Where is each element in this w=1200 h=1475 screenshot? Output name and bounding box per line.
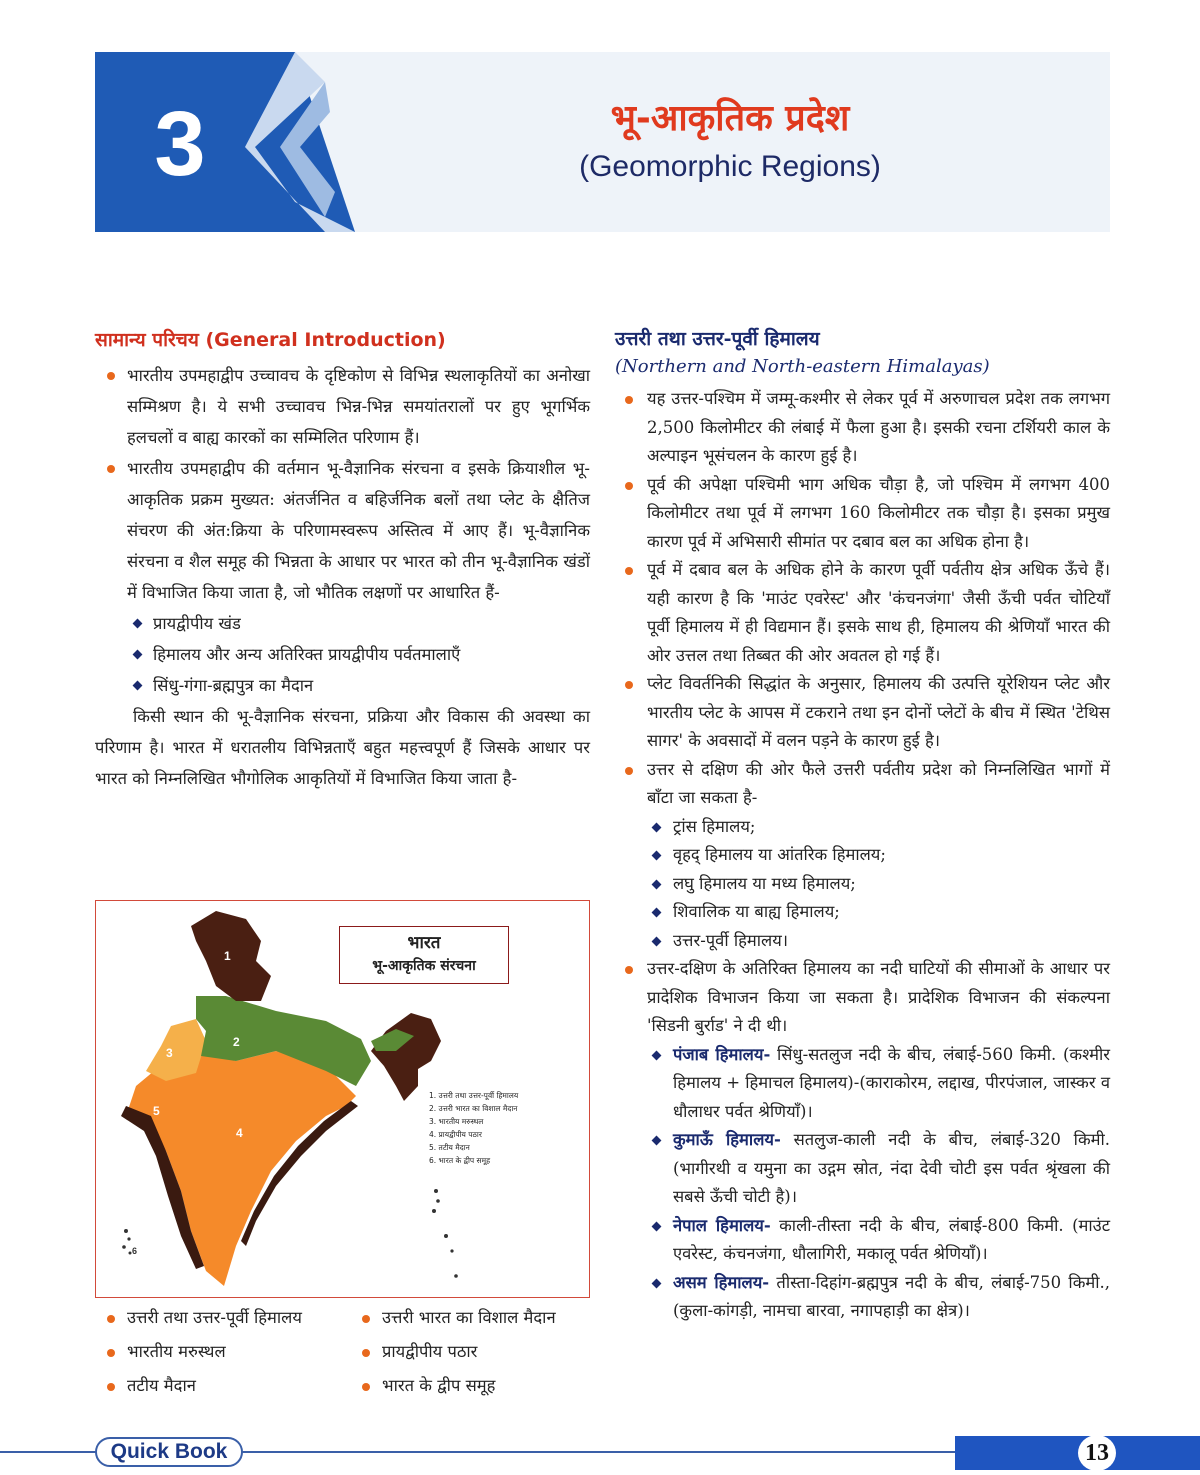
section-heading-himalaya: उत्तरी तथा उत्तर-पूर्वी हिमालय xyxy=(615,328,820,350)
chapter-title-hindi: भू-आकृतिक प्रदेश xyxy=(610,98,850,139)
division-item: हिमालय और अन्य अतिरिक्त प्रायद्वीपीय पर्वतमालाएँ xyxy=(95,639,590,670)
caption-item: तटीय मैदान xyxy=(95,1373,350,1399)
himalaya-division: लघु हिमालय या मध्य हिमालय; xyxy=(615,870,1110,899)
region-name: पंजाब हिमालय- xyxy=(673,1044,771,1064)
legend-item: 5. तटीय मैदान xyxy=(429,1143,470,1152)
chapter-title-english: (Geomorphic Regions) xyxy=(579,150,881,183)
legend-item: 3. भारतीय मरुस्थल xyxy=(429,1117,484,1126)
region-name: कुमाऊँ हिमालय- xyxy=(673,1130,781,1149)
right-column xyxy=(615,325,1110,1326)
caption-item: भारत के द्वीप समूह xyxy=(350,1373,595,1399)
caption-item: उत्तरी भारत का विशाल मैदान xyxy=(350,1305,595,1331)
chapter-number: 3 xyxy=(154,93,206,195)
map-label: 4 xyxy=(236,1126,243,1140)
page-number: 13 xyxy=(1078,1435,1116,1471)
caption-item: भारतीय मरुस्थल xyxy=(95,1339,350,1365)
division-item: प्रायद्वीपीय खंड xyxy=(95,608,590,639)
legend-item: 6. भारत के द्वीप समूह xyxy=(429,1156,491,1165)
region-name: नेपाल हिमालय- xyxy=(673,1215,771,1235)
regional-division xyxy=(615,1212,1110,1269)
northeast-region xyxy=(371,1013,441,1101)
himalaya-bullet: पूर्व की अपेक्षा पश्चिमी भाग अधिक चौड़ा है, जो पश्चिम में लगभग 400 किलोमीटर तथा पूर्व में लगभग 160 किलोमीटर तक चौड़ा है। इसका प्रमुख कारण पूर्व में अभिसारी सीमांत पर दबाव बल का अधिक होना है। xyxy=(615,471,1110,557)
map-subtitle: भू-आकृतिक संरचना xyxy=(372,958,476,974)
region-name: असम हिमालय- xyxy=(673,1272,770,1292)
himalaya-bullet: पूर्व में दबाव बल के अधिक होने के कारण पूर्वी पर्वतीय क्षेत्र अधिक ऊँचे हैं। यही कारण है कि 'माउंट एवरेस्ट' और 'कंचनजंगा' जैसी ऊँची पर्वत चोटियाँ पूर्वी हिमालय में ही विद्यमान हैं। इसके साथ ही, हिमालय की श्रेणियाँ भारत की ओर उत्तल तथा तिब्बत की ओर अवतल हो गई हैं। xyxy=(615,556,1110,670)
region-text: सतलुज-काली नदी के बीच, लंबाई-320 किमी. (भागीरथी व यमुना का उद्गम स्रोत, नंदा देवी चोटी इस पर्वत श्रृंखला की सबसे ऊँची चोटी है)। xyxy=(673,1130,1110,1206)
legend-item: 1. उत्तरी तथा उत्तर-पूर्वी हिमालय xyxy=(429,1091,519,1100)
map-legend xyxy=(429,1089,579,1167)
intro-paragraph: किसी स्थान की भू-वैज्ञानिक संरचना, प्रक्रिया और विकास की अवस्था का परिणाम है। भारत में धरातलीय विभिन्नताएँ बहुत महत्त्वपूर्ण हैं जिसके आधार पर भारत को निम्नलिखित भौगोलिक आकृतियों में विभाजित किया जाता है- xyxy=(95,707,590,788)
caption-item: उत्तरी तथा उत्तर-पूर्वी हिमालय xyxy=(95,1305,350,1331)
map-label: 5 xyxy=(153,1104,160,1118)
himalaya-bullet: यह उत्तर-पश्चिम में जम्मू-कश्मीर से लेकर पूर्व में अरुणाचल प्रदेश तक लगभग 2,500 किलोमीटर की लंबाई में फैला हुआ है। इसकी रचना टर्शियरी काल के अल्पाइन भूसंचलन के कारण हुई है। xyxy=(615,385,1110,471)
map-label: 6 xyxy=(132,1246,138,1256)
regional-division xyxy=(615,1269,1110,1326)
legend-item: 4. प्रायद्वीपीय पठार xyxy=(429,1130,482,1139)
intro-bullet: भारतीय उपमहाद्वीप की वर्तमान भू-वैज्ञानिक संरचना व इसके क्रियाशील भू-आकृतिक प्रक्रम मुख्यत: अंतर्जनित व बहिर्जनिक बलों तथा प्लेट के क्षैतिज संचरण की अंत:क्रिया के परिणामस्वरूप अस्तित्व में आए हैं। भू-वैज्ञानिक संरचना व शैल समूह की भिन्नता के आधार पर भारत को तीन भू-वैज्ञानिक खंडों में विभाजित किया जाता है, जो भौतिक लक्षणों पर आधारित हैं- xyxy=(95,453,590,608)
map-label: 1 xyxy=(224,949,231,963)
himalaya-division: उत्तर-पूर्वी हिमालय। xyxy=(615,927,1110,956)
section-heading-himalaya-english: (Northern and North-eastern Himalayas) xyxy=(615,356,990,377)
footer-brand: Quick Book xyxy=(95,1437,243,1467)
himalaya-division: शिवालिक या बाह्य हिमालय; xyxy=(615,898,1110,927)
region-text: सिंधु-सतलुज नदी के बीच, लंबाई-560 किमी. (कश्मीर हिमालय + हिमाचल हिमालय)-(काराकोरम, लद्दाख, पीरपंजाल, जास्कर व धौलाधर पर्वत श्रेणियाँ)। xyxy=(673,1044,1110,1121)
left-column xyxy=(95,325,590,794)
region-text: तीस्ता-दिहांग-ब्रह्मपुत्र नदी के बीच, लंबाई-750 किमी., (कुला-कांगड़ी, नामचा बारवा, नगापहाड़ी का क्षेत्र)। xyxy=(673,1272,1110,1320)
intro-bullet: भारतीय उपमहाद्वीप उच्चावच के दृष्टिकोण से विभिन्न स्थलाकृतियों का अनोखा सम्मिश्रण है। ये सभी उच्चावच भिन्न-भिन्न समयांतरालों पर हुए भूगर्भिक हलचलों व बाह्य कारकों का सम्मिलित परिणाम हैं। xyxy=(95,360,590,453)
india-geomorphic-map xyxy=(95,900,590,1298)
map-label: 2 xyxy=(233,1035,240,1049)
regional-division xyxy=(615,1041,1110,1127)
legend-item: 2. उत्तरी भारत का विशाल मैदान xyxy=(429,1104,518,1113)
caption-item: प्रायद्वीपीय पठार xyxy=(350,1339,595,1365)
himalaya-bullet: उत्तर-दक्षिण के अतिरिक्त हिमालय का नदी घाटियों की सीमाओं के आधार पर प्रादेशिक विभाजन किया जा सकता है। प्रादेशिक विभाजन की संकल्पना 'सिडनी बुर्राड' ने दी थी। xyxy=(615,955,1110,1041)
himalaya-region xyxy=(191,911,271,1001)
map-title-box xyxy=(339,926,509,984)
himalaya-division: ट्रांस हिमालय; xyxy=(615,813,1110,842)
regional-division xyxy=(615,1126,1110,1212)
himalaya-bullet: उत्तर से दक्षिण की ओर फैले उत्तरी पर्वतीय प्रदेश को निम्नलिखित भागों में बाँटा जा सकता है- xyxy=(615,756,1110,813)
himalaya-division: वृहद् हिमालय या आंतरिक हिमालय; xyxy=(615,841,1110,870)
section-heading-general-intro: सामान्य परिचय (General Introduction) xyxy=(95,329,446,351)
division-item: सिंधु-गंगा-ब्रह्मपुत्र का मैदान xyxy=(95,670,590,701)
map-label: 3 xyxy=(166,1046,173,1060)
chapter-badge xyxy=(95,52,355,232)
map-caption-list xyxy=(95,1305,595,1399)
region-text: काली-तीस्ता नदी के बीच, लंबाई-800 किमी. (माउंट एवरेस्ट, कंचनजंगा, धौलागिरी, मकालू पर्वत श्रेणियाँ)। xyxy=(673,1215,1111,1263)
himalaya-bullet: प्लेट विवर्तनिकी सिद्धांत के अनुसार, हिमालय की उत्पत्ति यूरेशियन प्लेट और भारतीय प्लेट के आपस में टकराने तथा इन दोनों प्लेटों के बीच में स्थित 'टेथिस सागर' के अवसादों में वलन पड़ने के कारण हुई है। xyxy=(615,670,1110,756)
map-title: भारत xyxy=(407,933,441,953)
